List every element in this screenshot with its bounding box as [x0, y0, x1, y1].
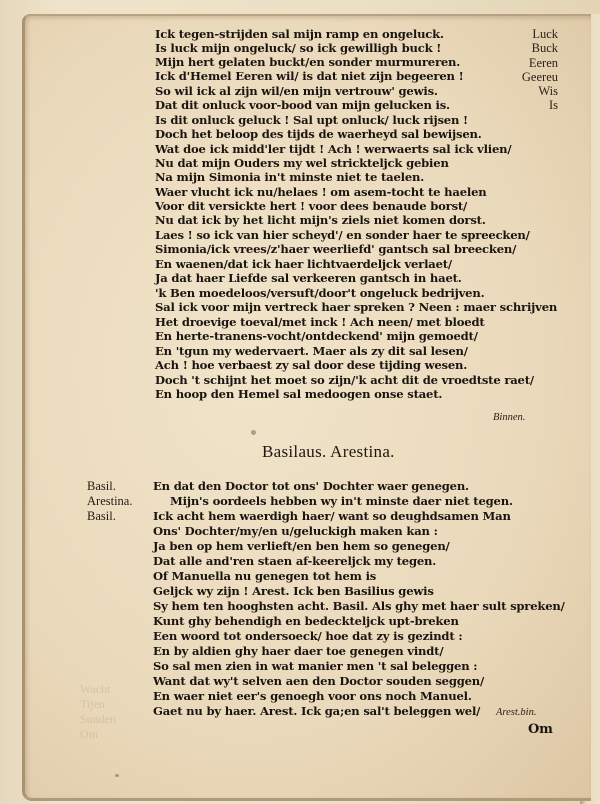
catchword: Om	[528, 722, 553, 737]
verse-line: Ick d'Hemel Eeren wil/ is dat niet zijn begeeren !	[155, 69, 464, 83]
verse-line: So wil ick al zijn wil/en mijn vertrouw' gewis.	[155, 84, 438, 98]
verse-line: Een woord tot ondersoeck/ hoe dat zy is gezindt :	[153, 629, 463, 643]
verse-line: Mijn's oordeels hebben wy in't minste daer niet tegen.	[170, 494, 513, 508]
verse-line: Sal ick voor mijn vertreck haer spreken ? Neen : maer schrijven	[155, 300, 558, 314]
rhyme-word: Eeren	[528, 55, 558, 70]
verse-line: Want dat wy't selven aen den Doctor souden seggen/	[153, 674, 485, 688]
verse-line: Is dit onluck geluck ! Sal upt onluck/ luck rijsen !	[155, 113, 468, 127]
verse-line: Wat doe ick midd'ler tijdt ! Ach ! werwaerts sal ick vlien/	[155, 142, 512, 156]
verse-line: Ja dat haer Liefde sal verkeeren gantsch in haet.	[155, 271, 462, 285]
verse-line: Of Manuella nu genegen tot hem is	[153, 569, 377, 583]
verse-line: Geljck wy zijn ! Arest. Ick ben Basilius gewis	[153, 584, 434, 598]
verse-line: Voor dit versickte hert ! voor dees benaude borst/	[155, 199, 468, 213]
verse-line: Gaet nu by haer. Arest. Ick ga;en sal't beleggen wel/	[153, 704, 481, 718]
verse-line: Ja ben op hem verlieft/en ben hem so genegen/	[153, 539, 450, 553]
verse-line: Doch het beloop des tijds de waerheyd sal bewijsen.	[155, 127, 482, 141]
rhyme-word: Geereu	[521, 69, 558, 84]
verse-block-2	[153, 480, 573, 740]
rhyme-word: Buck	[531, 41, 558, 56]
speaker-label: Basil.	[87, 479, 116, 493]
verse-line: En by aldien ghy haer daer toe genegen vindt/	[153, 644, 444, 658]
stage-direction-exit: Arest.bin.	[496, 707, 537, 718]
verse-line: En hoop den Hemel sal medoogen onse staet.	[155, 387, 443, 401]
speaker-label: Arestina.	[87, 494, 133, 508]
rhyme-word: Luck	[532, 27, 558, 41]
verse-line: Sy hem ten hooghsten acht. Basil. Als ghy met haer sult spreken/	[153, 599, 565, 613]
verse-line: Laes ! so ick van hier scheyd'/ en sonder haer te spreecken/	[155, 228, 530, 242]
verse-line: Doch 't schijnt het moet so zijn/'k acht dit de vroedtste raet/	[155, 373, 534, 387]
verse-line: Dat dit onluck voor-bood van mijn gelucken is.	[155, 98, 450, 112]
rhyme-word: Is	[548, 98, 558, 113]
verse-line: Nu dat mijn Ouders my wel strickteljck gebien	[155, 156, 449, 170]
rhyme-word: Wis	[538, 84, 558, 99]
verse-line: Het droevige toeval/met inck ! Ach neen/ met bloedt	[155, 315, 485, 329]
verse-line: Ick acht hem waerdigh haer/ want so deughdsamen Man	[153, 509, 511, 523]
scene-heading: Basilaus. Arestina.	[262, 442, 395, 461]
verse-line: En dat den Doctor tot ons' Dochter waer genegen.	[153, 479, 469, 493]
ink-spot	[115, 774, 119, 777]
verse-line: En waer niet eer's genoegh voor ons noch Manuel.	[153, 689, 472, 703]
verse-line: Waer vlucht ick nu/helaes ! om asem-tocht te haelen	[155, 185, 487, 199]
verse-line: Dat alle and'ren staen af-keereljck my tegen.	[153, 554, 437, 568]
rhyme-margin	[522, 27, 558, 113]
verse-block-1	[155, 28, 575, 428]
verse-line: En herte-tranens-vocht/ontdeckend' mijn gemoedt/	[155, 329, 478, 343]
verse-line: Ons' Dochter/my/en u/geluckigh maken kan :	[153, 524, 438, 538]
ink-spot	[251, 430, 256, 435]
verse-line: Ach ! hoe verbaest zy sal door dese tijding wesen.	[155, 358, 468, 372]
verse-line: En 'tgun my wedervaert. Maer als zy dit sal lesen/	[155, 344, 468, 358]
stage-direction-exit: Binnen.	[493, 412, 526, 423]
verse-line: Nu dat ick by het licht mijn's ziels niet komen dorst.	[155, 213, 486, 227]
verse-line: Mijn hert gelaten buckt/en sonder murmureren.	[155, 55, 461, 69]
bleedthrough-text: Wacht Tijen Sunden Om	[80, 682, 116, 741]
verse-line: Simonia/ick vrees/z'haer weerliefd' gantsch sal breecken/	[155, 242, 517, 256]
verse-line: Kunt ghy behendigh en bedeckteljck upt-breken	[153, 614, 459, 628]
verse-line: En waenen/dat ick haer lichtvaerdeljck verlaet/	[155, 257, 452, 271]
verse-line: Is luck mijn ongeluck/ so ick gewilligh buck !	[155, 41, 442, 55]
verse-line: Ick tegen-strijden sal mijn ramp en ongeluck.	[155, 27, 444, 41]
verse-line: 'k Ben moedeloos/versuft/door't ongeluck bedrijven.	[155, 286, 485, 300]
verse-line: Na mijn Simonia in't minste niet te taelen.	[155, 170, 425, 184]
verse-line: So sal men zien in wat manier men 't sal beleggen :	[153, 659, 478, 673]
speaker-label: Basil.	[87, 509, 116, 523]
